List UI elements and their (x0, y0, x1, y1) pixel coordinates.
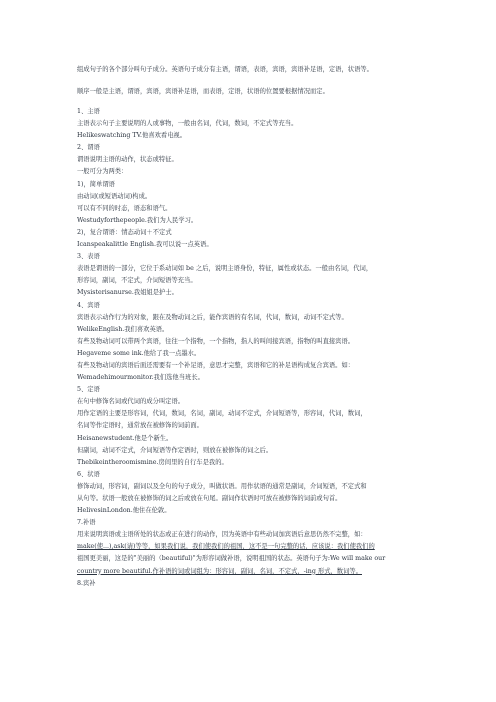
text-line: 可以有不同的时态，语态和语气。 (77, 204, 172, 212)
example-sentence: Heisanewstudent.他是个新生。 (77, 434, 173, 442)
text-line: 但副词，动词不定式，介词短语等作定语时，则放在被修饰的词之后。 (77, 446, 273, 454)
text-line: 主语表示句子主要说明的人或事物，一般由名词，代词，数词，不定式等充当。 (77, 120, 298, 128)
text-line: 谓语说明主语的动作，状态或特征。 (77, 156, 178, 164)
document-content (77, 59, 422, 590)
text-line: 有些及物动词的宾语后面还需要有一个补足语，意思才完整，宾语和它的补足语构成复合宾语。如： (77, 361, 355, 369)
text-line: 1)，简单谓语 (77, 180, 115, 188)
text-line: 修饰动词，形容词，副词以及全句的句子成分，叫做状语。用作状语的通常是副词，介词短语，不定式和 (77, 482, 367, 490)
text-line: 形容词，副词，不定式，介词短语等充当。 (77, 277, 197, 285)
text-line: 2)，复合谓语：情态动词＋不定式 (77, 228, 172, 236)
section-heading-subject: 1、主语 (77, 108, 100, 115)
text-line: 从句等。状语一般放在被修饰的词之后或放在句尾。副词作状语时可放在被修饰的词前或句首。 (77, 495, 342, 502)
example-sentence: Mysisterisanurse.我姐姐是护士。 (77, 289, 178, 297)
text-line: country more beautiful.作补语的词或词组为：形容词，副词，名词，不定式，-ing 形式，数词等。 (77, 567, 362, 575)
example-sentence: Hegaveme some ink.他给了我一点墨水。 (77, 349, 201, 357)
section-heading-complement: 7.补语 (77, 519, 96, 527)
example-sentence: Icanspeakalittle English.我可以说一点英语。 (77, 241, 213, 249)
example-sentence: Westudyforthepeople.我们为人民学习。 (77, 216, 198, 224)
text-line: 用来说明宾语或主语所处的状态或正在进行的动作，因为英语中有些动词加宾语后意思仍然不完整，如： (77, 531, 367, 539)
text-line: 在句中修饰名词或代词的成分叫定语。 (77, 398, 185, 406)
text-line: 由动词(或短语动词)构成。 (77, 192, 152, 200)
text-line: make(使...),ask(请)等等，如果我们说，我们使我们的祖国，这不是一句完整的话，应该说：我们使我们的 (77, 543, 375, 551)
section-heading-adverbial: 6、状语 (77, 470, 100, 478)
intro-paragraph (77, 59, 422, 102)
intro-line: 组成句子的各个部分叫句子成分。英语句子成分有主语，谓语，表语，宾语，宾语补足语，定语，状语等。 (77, 66, 373, 73)
text-line: 有些及物动词可以带两个宾语，往往一个指物，一个指物，指人的叫间接宾语，指物的叫直接宾语。 (77, 337, 355, 345)
section-heading-predicate: 2、谓语 (77, 144, 100, 152)
example-sentence: Helikeswatching TV.他喜欢看电视。 (77, 132, 187, 140)
section-heading-object-complement: 8.宾补 (77, 579, 96, 587)
example-sentence: WelikeEnglish.我们喜欢英语。 (77, 325, 169, 333)
text-line: 宾语表示动作行为的对象，跟在及物动词之后，能作宾语的有名词，代词，数词，动词不定式等。 (77, 313, 348, 321)
text-line: 用作定语的主要是形容词，代词，数词，名词，副词，动词不定式，介词短语等，形容词，代词，数词， (77, 410, 367, 418)
text-line: 一般可分为两类： (77, 168, 128, 176)
text-line: 名词等作定语时，通常放在被修饰的词前面。 (77, 422, 203, 430)
text-line: 表语是谓语的一部分，它位于系动词如 be 之后，说明主语身份，特征，属性或状态。一般由名词，代词， (77, 265, 373, 273)
example-sentence: HelivesinLondon.他住在伦敦。 (77, 507, 171, 515)
text-line: 祖国更美丽，这是的"美丽的（beautiful)"为形容词做补语，说明祖国的状态。英语句子为:We will make our (77, 555, 386, 563)
section-heading-predicative: 3、表语 (77, 253, 100, 261)
example-sentence: Thebikeintheroomismine.房间里的自行车是我的。 (77, 458, 228, 466)
section-heading-object: 4、宾语 (77, 301, 100, 309)
intro-line: 顺序一般是主语，谓语，宾语，宾语补足语，而表语，定语，状语的位置要根据情况而定。 (77, 87, 329, 95)
example-sentence: Wemadehimourmonitor.我们选他当班长。 (77, 374, 204, 382)
section-heading-attribute: 5、定语 (77, 386, 100, 394)
